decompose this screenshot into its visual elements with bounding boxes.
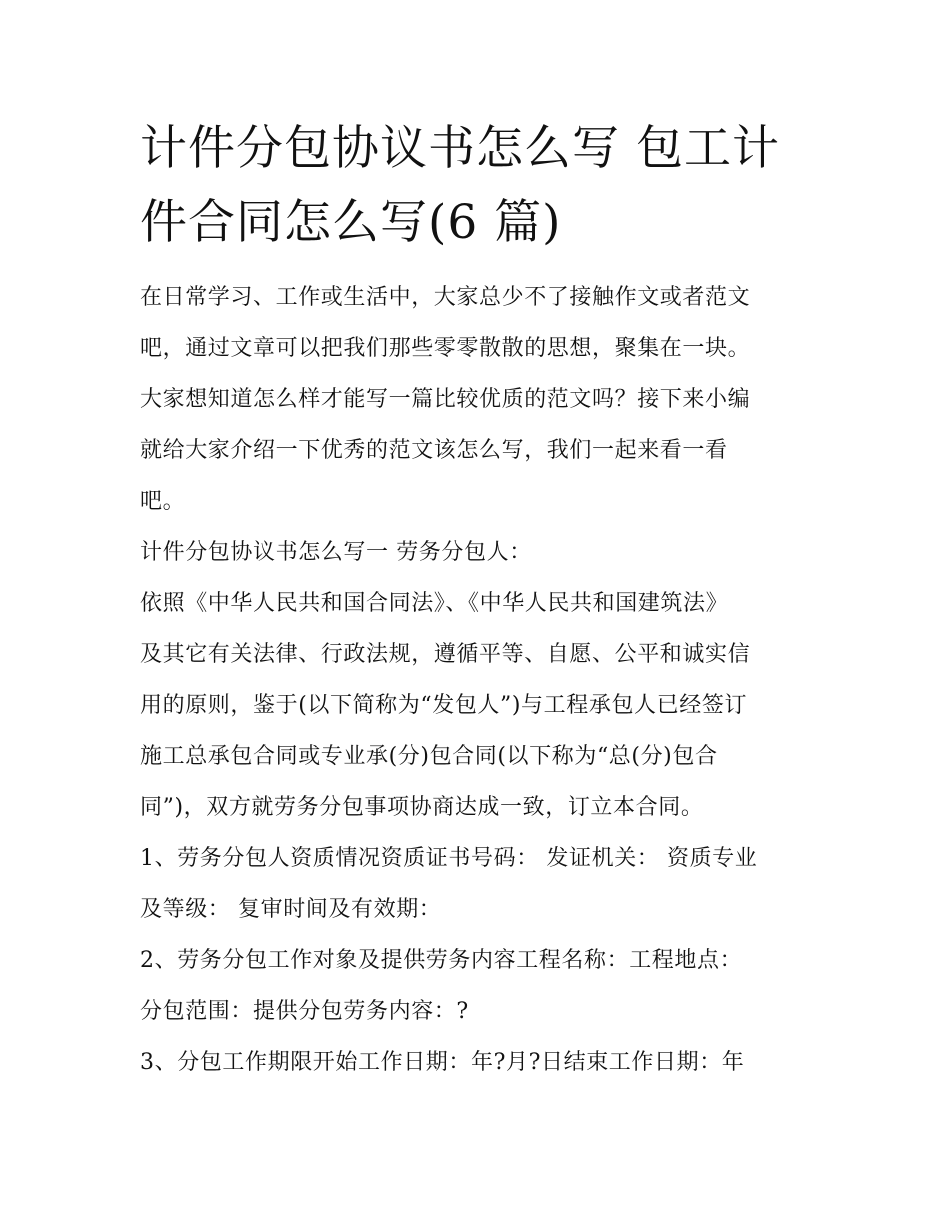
text-line: 吧，通过文章可以把我们那些零零散散的思想，聚集在一块。 [140,336,751,361]
text-line: 3、分包工作期限开始工作日期：年?月?日结束工作日期：年 [140,1050,745,1075]
text-line: 1、劳务分包人资质情况资质证书号码： 发证机关： 资质专业 [140,846,758,871]
document-body [140,272,820,1088]
text-line: 在日常学习、工作或生活中，大家总少不了接触作文或者范文 [140,285,751,310]
text-line: 2、劳务分包工作对象及提供劳务内容工程名称：工程地点： [140,948,743,973]
preamble-paragraph [140,578,820,833]
document-page [140,112,820,1088]
text-line: 同”)，双方就劳务分包事项协商达成一致，订立本合同。 [140,795,704,820]
text-line: 吧。 [140,489,186,514]
intro-paragraph [140,272,820,527]
text-line: 大家想知道怎么样才能写一篇比较优质的范文吗？接下来小编 [140,387,751,412]
text-line: 就给大家介绍一下优秀的范文该怎么写，我们一起来看一看 [140,438,728,463]
clause-2 [140,935,820,1037]
text-line: 分包范围：提供分包劳务内容：? [140,999,469,1024]
clause-1 [140,833,820,935]
text-line: 用的原则，鉴于(以下简称为“发包人”)与工程承包人已经签订 [140,693,748,718]
clause-3 [140,1037,820,1088]
title-line: 计件分包协议书怎么写 包工计 [140,121,780,176]
document-title [140,112,820,260]
text-line: 及等级： 复审时间及有效期： [140,897,442,922]
title-line: 件合同怎么写(6 篇) [140,195,562,250]
section-heading [140,527,820,578]
text-line: 及其它有关法律、行政法规，遵循平等、自愿、公平和诚实信 [140,642,751,667]
text-line: 施工总承包合同或专业承(分)包合同(以下称为“总(分)包合 [140,744,718,769]
text-line: 依照《中华人民共和国合同法》、《中华人民共和国建筑法》 [140,591,729,616]
text-line: 计件分包协议书怎么写一 劳务分包人： [140,540,532,565]
